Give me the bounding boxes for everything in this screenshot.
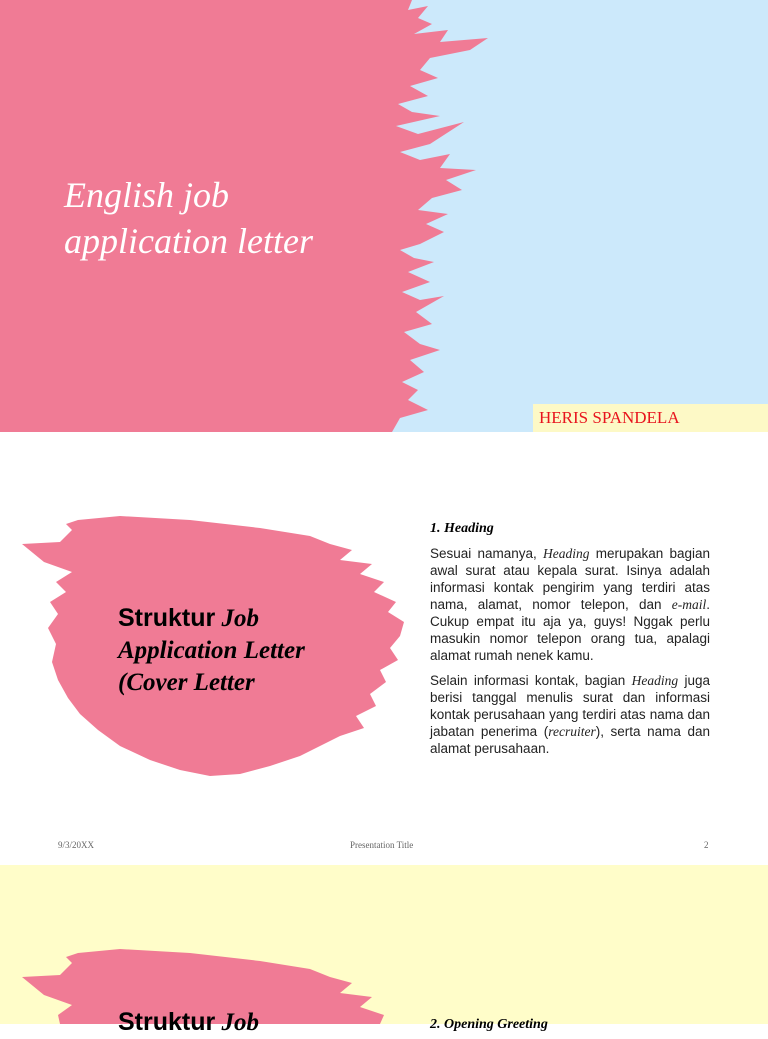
para1-em-2: e-mail bbox=[671, 597, 707, 612]
para1-text-3: . Cukup empat itu aja ya, guys! Nggak perlu masukin nomor telepon orang tua, apalagi alamat rumah nenek kamu. bbox=[430, 597, 710, 663]
slide-heading bbox=[118, 602, 398, 699]
para1-text-2: merupakan bagian awal surat atau kepala surat. Isinya adalah informasi kontak pengirim yang terdiri atas nama, alamat, nomor telepon, dan bbox=[430, 546, 710, 612]
para1-text-1: Sesuai namanya, bbox=[430, 546, 543, 561]
body-text bbox=[430, 520, 710, 765]
heading-word-struktur: Struktur bbox=[118, 604, 216, 632]
content-slide-heading bbox=[0, 432, 768, 865]
heading-word-job: Job bbox=[215, 605, 259, 632]
para2-em-1: Heading bbox=[631, 673, 679, 688]
para2-text-1: Selain informasi kontak, bagian bbox=[430, 673, 632, 688]
footer-page-number: 2 bbox=[704, 840, 709, 850]
para1-em-1: Heading bbox=[542, 546, 590, 561]
paragraph-2 bbox=[430, 672, 710, 757]
author-name: HERIS SPANDELA bbox=[539, 408, 680, 427]
heading-line-2: Application Letter bbox=[118, 637, 305, 664]
author-box bbox=[533, 404, 768, 432]
footer-title: Presentation Title bbox=[350, 840, 414, 850]
paragraph-1 bbox=[430, 545, 710, 664]
title-line-2: application letter bbox=[64, 221, 313, 261]
para2-text-2: juga berisi tanggal menulis surat dan informasi kontak perusahaan yang terdiri atas nama dan jabatan penerima ( bbox=[430, 673, 710, 739]
slide-heading bbox=[118, 1006, 418, 1039]
heading-word-struktur: Struktur bbox=[118, 1008, 216, 1036]
para2-text-3: ), serta nama dan alamat perusahaan. bbox=[430, 724, 710, 756]
para2-em-2: recruiter bbox=[548, 724, 596, 739]
heading-word-job: Job bbox=[215, 1009, 259, 1036]
title-line-1: English job bbox=[64, 175, 230, 215]
footer-date: 9/3/20XX bbox=[58, 840, 94, 850]
section-title: 1. Heading bbox=[430, 521, 494, 536]
title-slide bbox=[0, 0, 768, 432]
pink-brush-blob bbox=[0, 865, 768, 1024]
heading-line-3: (Cover Letter bbox=[118, 669, 255, 696]
content-slide-opening bbox=[0, 865, 768, 1036]
section-title: 2. Opening Greeting bbox=[430, 1017, 548, 1032]
presentation-title bbox=[64, 172, 394, 264]
